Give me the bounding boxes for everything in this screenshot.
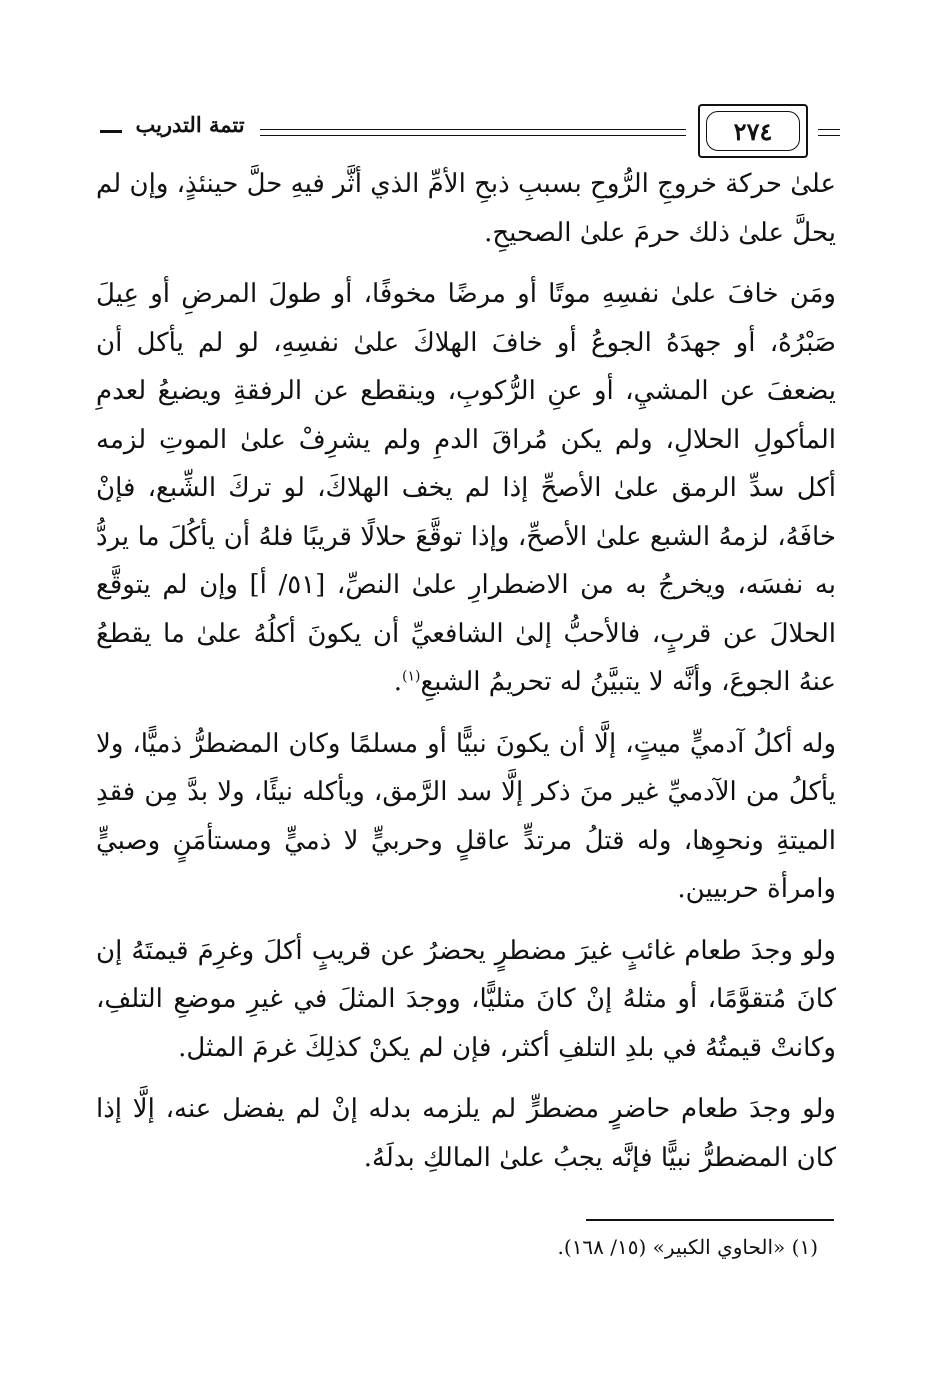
footnote: (١) «الحاوي الكبير» (١٥/ ١٦٨). <box>557 1235 818 1259</box>
paragraph: ولو وجدَ طعام غائبٍ غيرَ مضطرٍ يحضرُ عن قريبٍ أكلَ وغرِمَ قيمتَهُ إن كانَ مُتقوَّمًا، أو مثلهُ إنْ كانَ مثليًّا، ووجدَ المثلَ في غيرِ موضعِ التلفِ، وكانتْ قيمتُهُ في بلدِ التلفِ أكثر، فإن لم يكنْ كذلِكَ غرمَ المثل. <box>96 935 836 1063</box>
page-header <box>100 98 840 164</box>
running-title: تتمة التدريب <box>135 112 245 137</box>
paragraph: ومَن خافَ علىٰ نفسِهِ موتًا أو مرضًا مخوفًا، أو طولَ المرضِ أو عِيلَ صَبْرُهُ، أو جهدَهُ الجوعُ أو خافَ الهلاكَ علىٰ نفسِهِ، لو لم يأكل أن يضعفَ عن المشيِ، أو عنِ الرُّكوبِ، وينقطع عن الرفقةِ ويضيعُ لعدمِ المأكولِ الحلالِ، ولم يكن مُراقَ الدمِ ولم يشرِفْ علىٰ الموتِ لزمه أكل سدِّ الرمق علىٰ الأصحِّ إذا لم يخف الهلاكَ، لو تركَ الشِّبع، فإنْ خافَهُ، لزمهُ الشبع علىٰ الأصحِّ، وإذا توقَّعَ حلالًا قريبًا فلهُ أن يأكُلَ ما يردُّ به نفسَه، ويخرجُ به من الاضطرارِ علىٰ النصِّ، [٥١/ أ] وإن لم يتوقَّع الحلالَ عن قربٍ، فالأحبُّ إلىٰ الشافعيِّ أن يكونَ أكلُهُ علىٰ ما يقطعُ عنهُ الجوعَ، وأنَّه لا يتبيَّنُ له تحريمُ الشبعِ$^{(١)}$. <box>96 279 836 697</box>
header-rule-right <box>818 129 840 136</box>
paragraph-text: ومَن خافَ علىٰ نفسِهِ موتًا أو مرضًا مخوفًا، أو طولَ المرضِ أو عِيلَ صَبْرُهُ، أو جهدَهُ الجوعُ أو خافَ الهلاكَ علىٰ نفسِهِ، لو لم يأكل أن يضعفَ عن المشيِ، أو عنِ الرُّكوبِ، وينقطع عن الرفقةِ ويضيعُ لعدمِ المأكولِ الحلالِ، ولم يكن مُراقَ الدمِ ولم يشرِفْ علىٰ الموتِ لزمه أكل سدِّ الرمق علىٰ الأصحِّ إذا لم يخف الهلاكَ، لو تركَ الشِّبع، فإنْ خافَهُ، لزمهُ الشبع علىٰ الأصحِّ، وإذا توقَّعَ حلالًا قريبًا فلهُ أن يأكُلَ ما يردُّ به نفسَه، ويخرجُ به من الاضطرارِ علىٰ النصِّ، [٥١/ أ] وإن لم يتوقَّع الحلالَ عن قربٍ، فالأحبُّ إلىٰ الشافعيِّ أن يكونَ أكلُهُ علىٰ ما يقطعُ عنهُ الجوعَ، وأنَّه لا يتبيَّنُ له تحريمُ الشبعِ <box>96 279 836 697</box>
page-body <box>96 160 836 1195</box>
page-number-frame <box>698 104 808 158</box>
header-dash-left <box>100 130 122 133</box>
paragraph: علىٰ حركة خروجِ الرُّوحِ بسببِ ذبحِ الأمِّ الذي أثَّر فيهِ حلَّ حينئذٍ، وإن لم يحلَّ علىٰ ذلك حرمَ علىٰ الصحيحِ. <box>96 169 836 248</box>
paragraph: ولو وجدَ طعام حاضرٍ مضطرٍّ لم يلزمه بدله إنْ لم يفضل عنه، إلَّا إذا كان المضطرُّ نبيًّا فإنَّه يجبُ علىٰ المالكِ بدلَهُ. <box>96 1094 836 1173</box>
footnote-marker: (١) <box>401 668 421 685</box>
footnote-separator <box>586 1219 834 1221</box>
header-rule <box>260 129 686 136</box>
paragraph: وله أكلُ آدميٍّ ميتٍ، إلَّا أن يكونَ نبيًّا أو مسلمًا وكان المضطرُّ ذميًّا، ولا يأكلُ من الآدميِّ غير منَ ذكر إلَّا سد الرَّمق، ويأكله نيئًا، ولا بدَّ مِن فقدِ الميتةِ ونحوِها، وله قتلُ مرتدٍّ عاقلٍ وحربيٍّ لا ذميٍّ ومستأمَنٍ وصبيٍّ وامرأة حربيين. <box>96 728 837 904</box>
page-number: ٢٧٤ <box>706 111 800 151</box>
